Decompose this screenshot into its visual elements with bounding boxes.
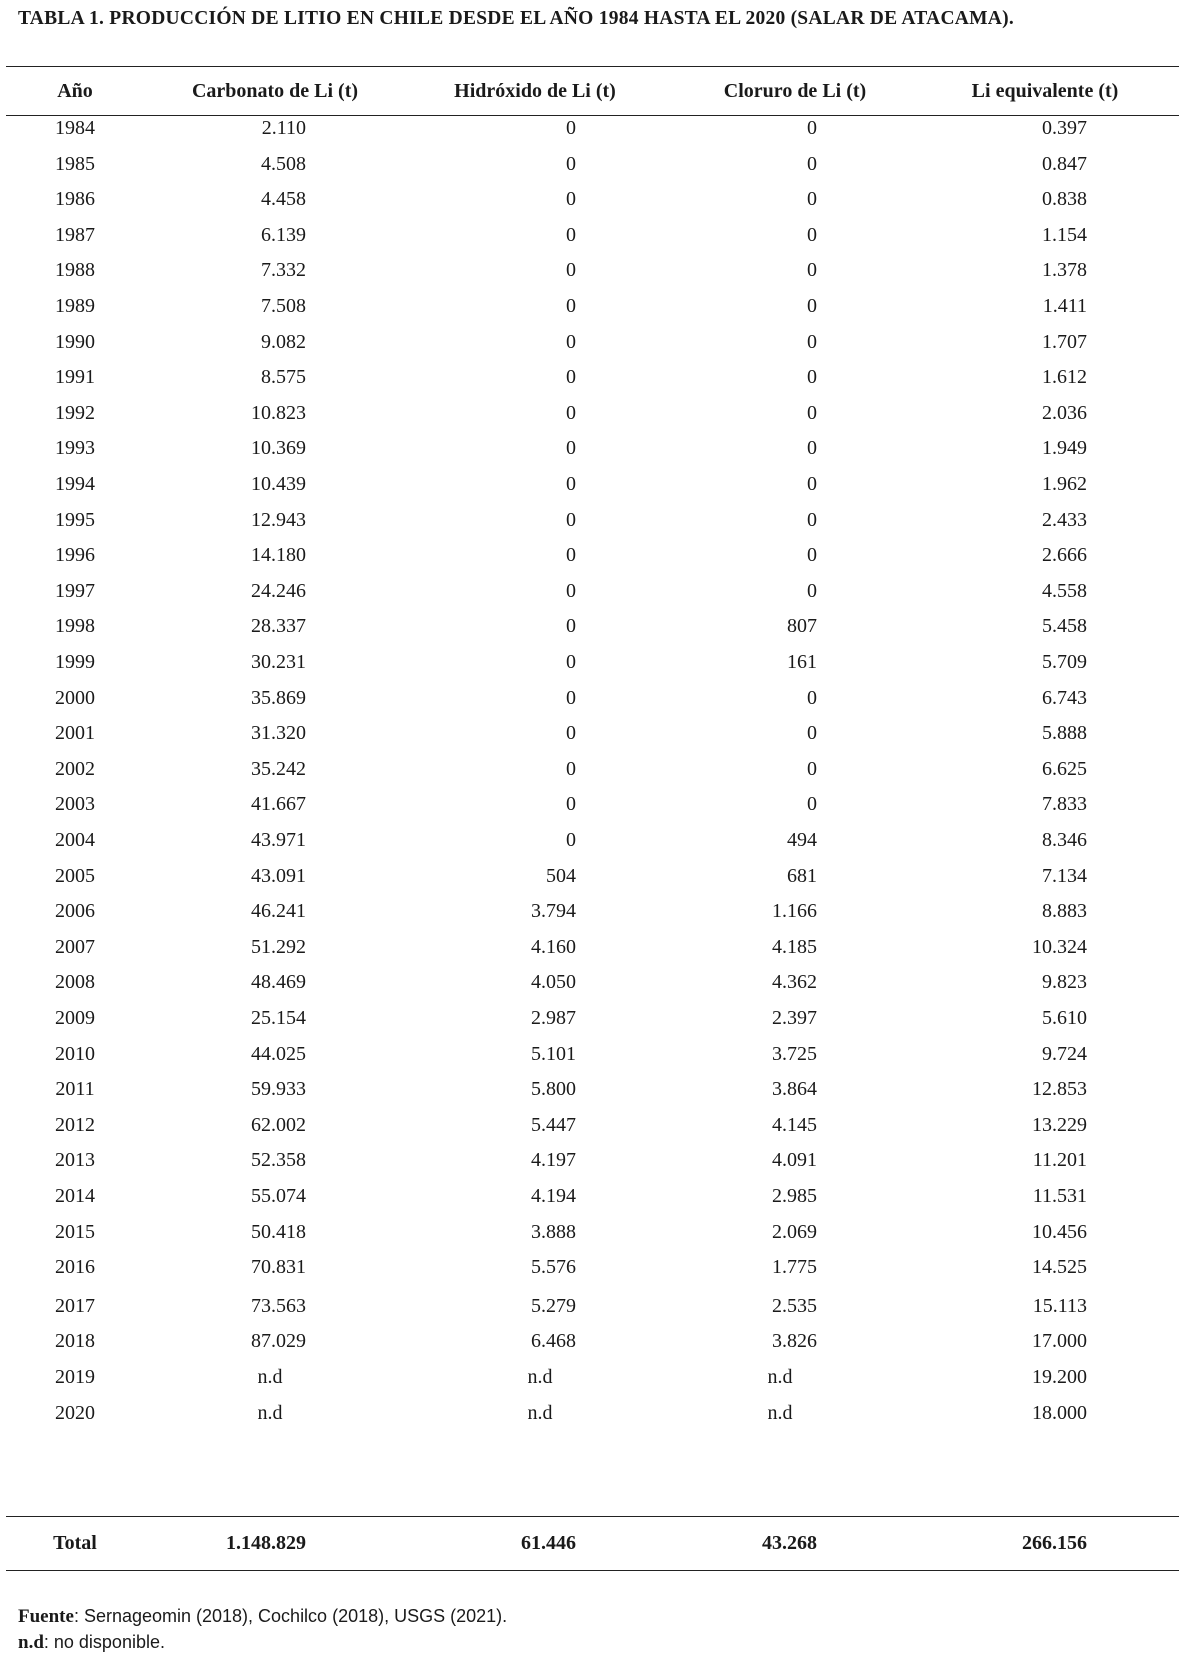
cell-carbonato: 55.074	[251, 1185, 306, 1207]
header-cloruro: Cloruro de Li (t)	[723, 80, 867, 102]
table-row	[0, 825, 1184, 855]
cell-hidroxido: 0	[566, 259, 576, 281]
table-title: TABLA 1. PRODUCCIÓN DE LITIO EN CHILE DESDE EL AÑO 1984 HASTA EL 2020 (SALAR DE ATACAMA).	[18, 8, 1014, 29]
cell-li-equivalente: 8.346	[1042, 829, 1087, 851]
cell-cloruro: n.d	[767, 1402, 793, 1424]
table-row	[0, 184, 1184, 214]
cell-cloruro: 0	[807, 544, 817, 566]
cell-hidroxido: 504	[546, 865, 576, 887]
cell-li-equivalente: 10.456	[1032, 1221, 1087, 1243]
cell-hidroxido: 2.987	[531, 1007, 576, 1029]
cell-carbonato: 70.831	[251, 1256, 306, 1278]
total-li-equivalente: 266.156	[1022, 1532, 1087, 1554]
cell-hidroxido: 0	[566, 295, 576, 317]
table-row	[0, 398, 1184, 428]
total-carbonato: 1.148.829	[226, 1532, 306, 1554]
cell-hidroxido: 0	[566, 224, 576, 246]
cell-year: 2012	[55, 1114, 95, 1136]
table-row	[0, 291, 1184, 321]
cell-year: 1990	[55, 331, 95, 353]
total-row	[0, 1528, 1184, 1558]
cell-li-equivalente: 1.962	[1042, 473, 1087, 495]
cell-hidroxido: 4.160	[531, 936, 576, 958]
cell-year: 2018	[55, 1330, 95, 1352]
cell-carbonato: 10.823	[251, 402, 306, 424]
cell-carbonato: 10.369	[251, 437, 306, 459]
table-row	[0, 220, 1184, 250]
table-row	[0, 1039, 1184, 1069]
table-row	[0, 647, 1184, 677]
cell-carbonato: 9.082	[261, 331, 306, 353]
cell-cloruro: 0	[807, 331, 817, 353]
cell-year: 1984	[55, 117, 95, 139]
table-row	[0, 505, 1184, 535]
cell-carbonato: n.d	[257, 1366, 283, 1388]
cell-li-equivalente: 17.000	[1032, 1330, 1087, 1352]
cell-li-equivalente: 5.458	[1042, 615, 1087, 637]
cell-carbonato: 43.091	[251, 865, 306, 887]
cell-carbonato: 2.110	[261, 117, 306, 139]
source-note	[18, 1604, 507, 1629]
cell-year: 1985	[55, 153, 95, 175]
cell-carbonato: 24.246	[251, 580, 306, 602]
cell-li-equivalente: 0.397	[1042, 117, 1087, 139]
cell-carbonato: 87.029	[251, 1330, 306, 1352]
cell-year: 2003	[55, 793, 95, 815]
cell-carbonato: 41.667	[251, 793, 306, 815]
cell-hidroxido: 3.888	[531, 1221, 576, 1243]
cell-carbonato: 7.332	[261, 259, 306, 281]
header-hidroxido: Hidróxido de Li (t)	[454, 80, 616, 102]
table-row	[0, 327, 1184, 357]
cell-hidroxido: 5.279	[531, 1295, 576, 1317]
cell-year: 2020	[55, 1402, 95, 1424]
table-row	[0, 469, 1184, 499]
table-row	[0, 896, 1184, 926]
table-row	[0, 1074, 1184, 1104]
cell-hidroxido: 0	[566, 473, 576, 495]
table-row	[0, 540, 1184, 570]
nd-label: n.d	[18, 1632, 44, 1653]
cell-year: 2005	[55, 865, 95, 887]
cell-hidroxido: 0	[566, 651, 576, 673]
cell-year: 2011	[55, 1078, 95, 1100]
cell-li-equivalente: 2.036	[1042, 402, 1087, 424]
cell-carbonato: 50.418	[251, 1221, 306, 1243]
header-year: Año	[57, 80, 93, 102]
cell-cloruro: 4.145	[772, 1114, 817, 1136]
cell-cloruro: 0	[807, 153, 817, 175]
cell-hidroxido: 0	[566, 153, 576, 175]
cell-hidroxido: 0	[566, 366, 576, 388]
cell-year: 2006	[55, 900, 95, 922]
cell-cloruro: 4.362	[772, 971, 817, 993]
cell-carbonato: 10.439	[251, 473, 306, 495]
cell-carbonato: 73.563	[251, 1295, 306, 1317]
cell-cloruro: 4.185	[772, 936, 817, 958]
cell-li-equivalente: 1.411	[1042, 295, 1087, 317]
cell-cloruro: 3.826	[772, 1330, 817, 1352]
header-carbonato: Carbonato de Li (t)	[191, 80, 359, 102]
cell-li-equivalente: 0.847	[1042, 153, 1087, 175]
cell-carbonato: 35.242	[251, 758, 306, 780]
cell-hidroxido: 0	[566, 402, 576, 424]
cell-year: 1991	[55, 366, 95, 388]
bottom-rule	[6, 1570, 1179, 1571]
cell-li-equivalente: 19.200	[1032, 1366, 1087, 1388]
cell-carbonato: 4.458	[261, 188, 306, 210]
table-row	[0, 754, 1184, 784]
cell-cloruro: 0	[807, 188, 817, 210]
cell-hidroxido: 5.800	[531, 1078, 576, 1100]
cell-year: 2002	[55, 758, 95, 780]
cell-year: 1995	[55, 509, 95, 531]
cell-cloruro: 0	[807, 295, 817, 317]
cell-cloruro: 2.397	[772, 1007, 817, 1029]
table-row	[0, 149, 1184, 179]
cell-year: 2008	[55, 971, 95, 993]
cell-hidroxido: n.d	[527, 1402, 553, 1424]
cell-carbonato: 51.292	[251, 936, 306, 958]
total-rule	[6, 1516, 1179, 1517]
cell-li-equivalente: 5.709	[1042, 651, 1087, 673]
cell-hidroxido: 0	[566, 188, 576, 210]
cell-hidroxido: 0	[566, 722, 576, 744]
cell-li-equivalente: 15.113	[1032, 1295, 1087, 1317]
cell-li-equivalente: 11.531	[1032, 1185, 1087, 1207]
cell-year: 2014	[55, 1185, 95, 1207]
cell-cloruro: 0	[807, 793, 817, 815]
cell-cloruro: 0	[807, 437, 817, 459]
table-row	[0, 1110, 1184, 1140]
cell-year: 2000	[55, 687, 95, 709]
cell-year: 2015	[55, 1221, 95, 1243]
cell-li-equivalente: 11.201	[1032, 1149, 1087, 1171]
cell-li-equivalente: 1.154	[1042, 224, 1087, 246]
cell-carbonato: 46.241	[251, 900, 306, 922]
cell-year: 1997	[55, 580, 95, 602]
cell-carbonato: 7.508	[261, 295, 306, 317]
cell-carbonato: 8.575	[261, 366, 306, 388]
cell-cloruro: 0	[807, 224, 817, 246]
cell-li-equivalente: 18.000	[1032, 1402, 1087, 1424]
cell-li-equivalente: 1.612	[1042, 366, 1087, 388]
cell-cloruro: 0	[807, 259, 817, 281]
cell-year: 1999	[55, 651, 95, 673]
cell-carbonato: 14.180	[251, 544, 306, 566]
table-row	[0, 1326, 1184, 1356]
cell-hidroxido: 6.468	[531, 1330, 576, 1352]
cell-hidroxido: 4.194	[531, 1185, 576, 1207]
cell-carbonato: 62.002	[251, 1114, 306, 1136]
table-row	[0, 611, 1184, 641]
cell-carbonato: 30.231	[251, 651, 306, 673]
cell-year: 1993	[55, 437, 95, 459]
total-label: Total	[53, 1532, 97, 1554]
table-row	[0, 932, 1184, 962]
table-row	[0, 576, 1184, 606]
cell-li-equivalente: 1.949	[1042, 437, 1087, 459]
total-cloruro: 43.268	[762, 1532, 817, 1554]
cell-li-equivalente: 7.134	[1042, 865, 1087, 887]
cell-carbonato: 35.869	[251, 687, 306, 709]
table-row	[0, 1398, 1184, 1428]
cell-cloruro: 3.864	[772, 1078, 817, 1100]
cell-hidroxido: 0	[566, 437, 576, 459]
cell-carbonato: 31.320	[251, 722, 306, 744]
cell-li-equivalente: 4.558	[1042, 580, 1087, 602]
source-text: : Sernageomin (2018), Cochilco (2018), USGS (2021).	[73, 1606, 508, 1626]
cell-year: 1998	[55, 615, 95, 637]
top-rule	[6, 66, 1179, 67]
cell-hidroxido: 0	[566, 331, 576, 353]
cell-cloruro: 807	[787, 615, 817, 637]
table-row	[0, 1003, 1184, 1033]
cell-li-equivalente: 8.883	[1042, 900, 1087, 922]
cell-li-equivalente: 1.378	[1042, 259, 1087, 281]
cell-li-equivalente: 1.707	[1042, 331, 1087, 353]
cell-carbonato: 52.358	[251, 1149, 306, 1171]
cell-year: 1987	[55, 224, 95, 246]
cell-year: 2001	[55, 722, 95, 744]
table-row	[0, 433, 1184, 463]
cell-hidroxido: 4.050	[531, 971, 576, 993]
total-hidroxido: 61.446	[521, 1532, 576, 1554]
table-row	[0, 362, 1184, 392]
cell-carbonato: 59.933	[251, 1078, 306, 1100]
cell-year: 2019	[55, 1366, 95, 1388]
cell-cloruro: 4.091	[772, 1149, 817, 1171]
cell-cloruro: 494	[787, 829, 817, 851]
table-header	[0, 76, 1184, 106]
cell-hidroxido: 0	[566, 580, 576, 602]
table-row	[0, 683, 1184, 713]
cell-hidroxido: 0	[566, 544, 576, 566]
table-row	[0, 1145, 1184, 1175]
cell-li-equivalente: 6.625	[1042, 758, 1087, 780]
cell-hidroxido: 4.197	[531, 1149, 576, 1171]
cell-li-equivalente: 2.666	[1042, 544, 1087, 566]
cell-cloruro: 0	[807, 580, 817, 602]
cell-hidroxido: 0	[566, 615, 576, 637]
cell-hidroxido: 0	[566, 829, 576, 851]
cell-li-equivalente: 7.833	[1042, 793, 1087, 815]
cell-year: 2016	[55, 1256, 95, 1278]
cell-year: 2007	[55, 936, 95, 958]
table-row	[0, 113, 1184, 143]
cell-year: 2017	[55, 1295, 95, 1317]
nd-note	[18, 1630, 165, 1655]
table-row	[0, 255, 1184, 285]
cell-carbonato: 44.025	[251, 1043, 306, 1065]
cell-year: 2004	[55, 829, 95, 851]
nd-text: : no disponible.	[43, 1632, 165, 1652]
cell-year: 2013	[55, 1149, 95, 1171]
cell-year: 1994	[55, 473, 95, 495]
table-row	[0, 967, 1184, 997]
cell-cloruro: 3.725	[772, 1043, 817, 1065]
cell-hidroxido: n.d	[527, 1366, 553, 1388]
cell-li-equivalente: 9.724	[1042, 1043, 1087, 1065]
cell-li-equivalente: 13.229	[1032, 1114, 1087, 1136]
cell-year: 1989	[55, 295, 95, 317]
cell-cloruro: 161	[787, 651, 817, 673]
cell-hidroxido: 0	[566, 687, 576, 709]
cell-li-equivalente: 6.743	[1042, 687, 1087, 709]
cell-li-equivalente: 14.525	[1032, 1256, 1087, 1278]
cell-cloruro: 2.069	[772, 1221, 817, 1243]
table-row	[0, 1252, 1184, 1282]
cell-year: 2010	[55, 1043, 95, 1065]
cell-cloruro: 0	[807, 402, 817, 424]
cell-hidroxido: 5.447	[531, 1114, 576, 1136]
cell-year: 1988	[55, 259, 95, 281]
cell-hidroxido: 0	[566, 758, 576, 780]
cell-cloruro: 0	[807, 687, 817, 709]
cell-hidroxido: 0	[566, 509, 576, 531]
cell-li-equivalente: 2.433	[1042, 509, 1087, 531]
cell-carbonato: 43.971	[251, 829, 306, 851]
cell-cloruro: 1.775	[772, 1256, 817, 1278]
source-label: Fuente	[18, 1606, 74, 1627]
cell-cloruro: 681	[787, 865, 817, 887]
cell-carbonato: 4.508	[261, 153, 306, 175]
table-row	[0, 1291, 1184, 1321]
cell-cloruro: 0	[807, 366, 817, 388]
table-row	[0, 1181, 1184, 1211]
cell-hidroxido: 3.794	[531, 900, 576, 922]
cell-hidroxido: 0	[566, 793, 576, 815]
cell-li-equivalente: 12.853	[1032, 1078, 1087, 1100]
cell-cloruro: 0	[807, 509, 817, 531]
cell-year: 1992	[55, 402, 95, 424]
cell-carbonato: 12.943	[251, 509, 306, 531]
cell-cloruro: 0	[807, 722, 817, 744]
cell-hidroxido: 5.101	[531, 1043, 576, 1065]
cell-li-equivalente: 0.838	[1042, 188, 1087, 210]
cell-carbonato: n.d	[257, 1402, 283, 1424]
cell-li-equivalente: 10.324	[1032, 936, 1087, 958]
table-row	[0, 718, 1184, 748]
table-row	[0, 861, 1184, 891]
cell-li-equivalente: 5.610	[1042, 1007, 1087, 1029]
cell-cloruro: 2.535	[772, 1295, 817, 1317]
cell-cloruro: 1.166	[772, 900, 817, 922]
cell-cloruro: 0	[807, 117, 817, 139]
table-row	[0, 1217, 1184, 1247]
cell-carbonato: 28.337	[251, 615, 306, 637]
header-li-equivalente: Li equivalente (t)	[971, 80, 1119, 102]
cell-carbonato: 48.469	[251, 971, 306, 993]
cell-carbonato: 25.154	[251, 1007, 306, 1029]
cell-hidroxido: 5.576	[531, 1256, 576, 1278]
cell-year: 2009	[55, 1007, 95, 1029]
cell-year: 1996	[55, 544, 95, 566]
cell-li-equivalente: 5.888	[1042, 722, 1087, 744]
cell-hidroxido: 0	[566, 117, 576, 139]
cell-carbonato: 6.139	[261, 224, 306, 246]
cell-li-equivalente: 9.823	[1042, 971, 1087, 993]
table-row	[0, 789, 1184, 819]
cell-year: 1986	[55, 188, 95, 210]
cell-cloruro: 0	[807, 473, 817, 495]
table-row	[0, 1362, 1184, 1392]
cell-cloruro: n.d	[767, 1366, 793, 1388]
cell-cloruro: 2.985	[772, 1185, 817, 1207]
cell-cloruro: 0	[807, 758, 817, 780]
